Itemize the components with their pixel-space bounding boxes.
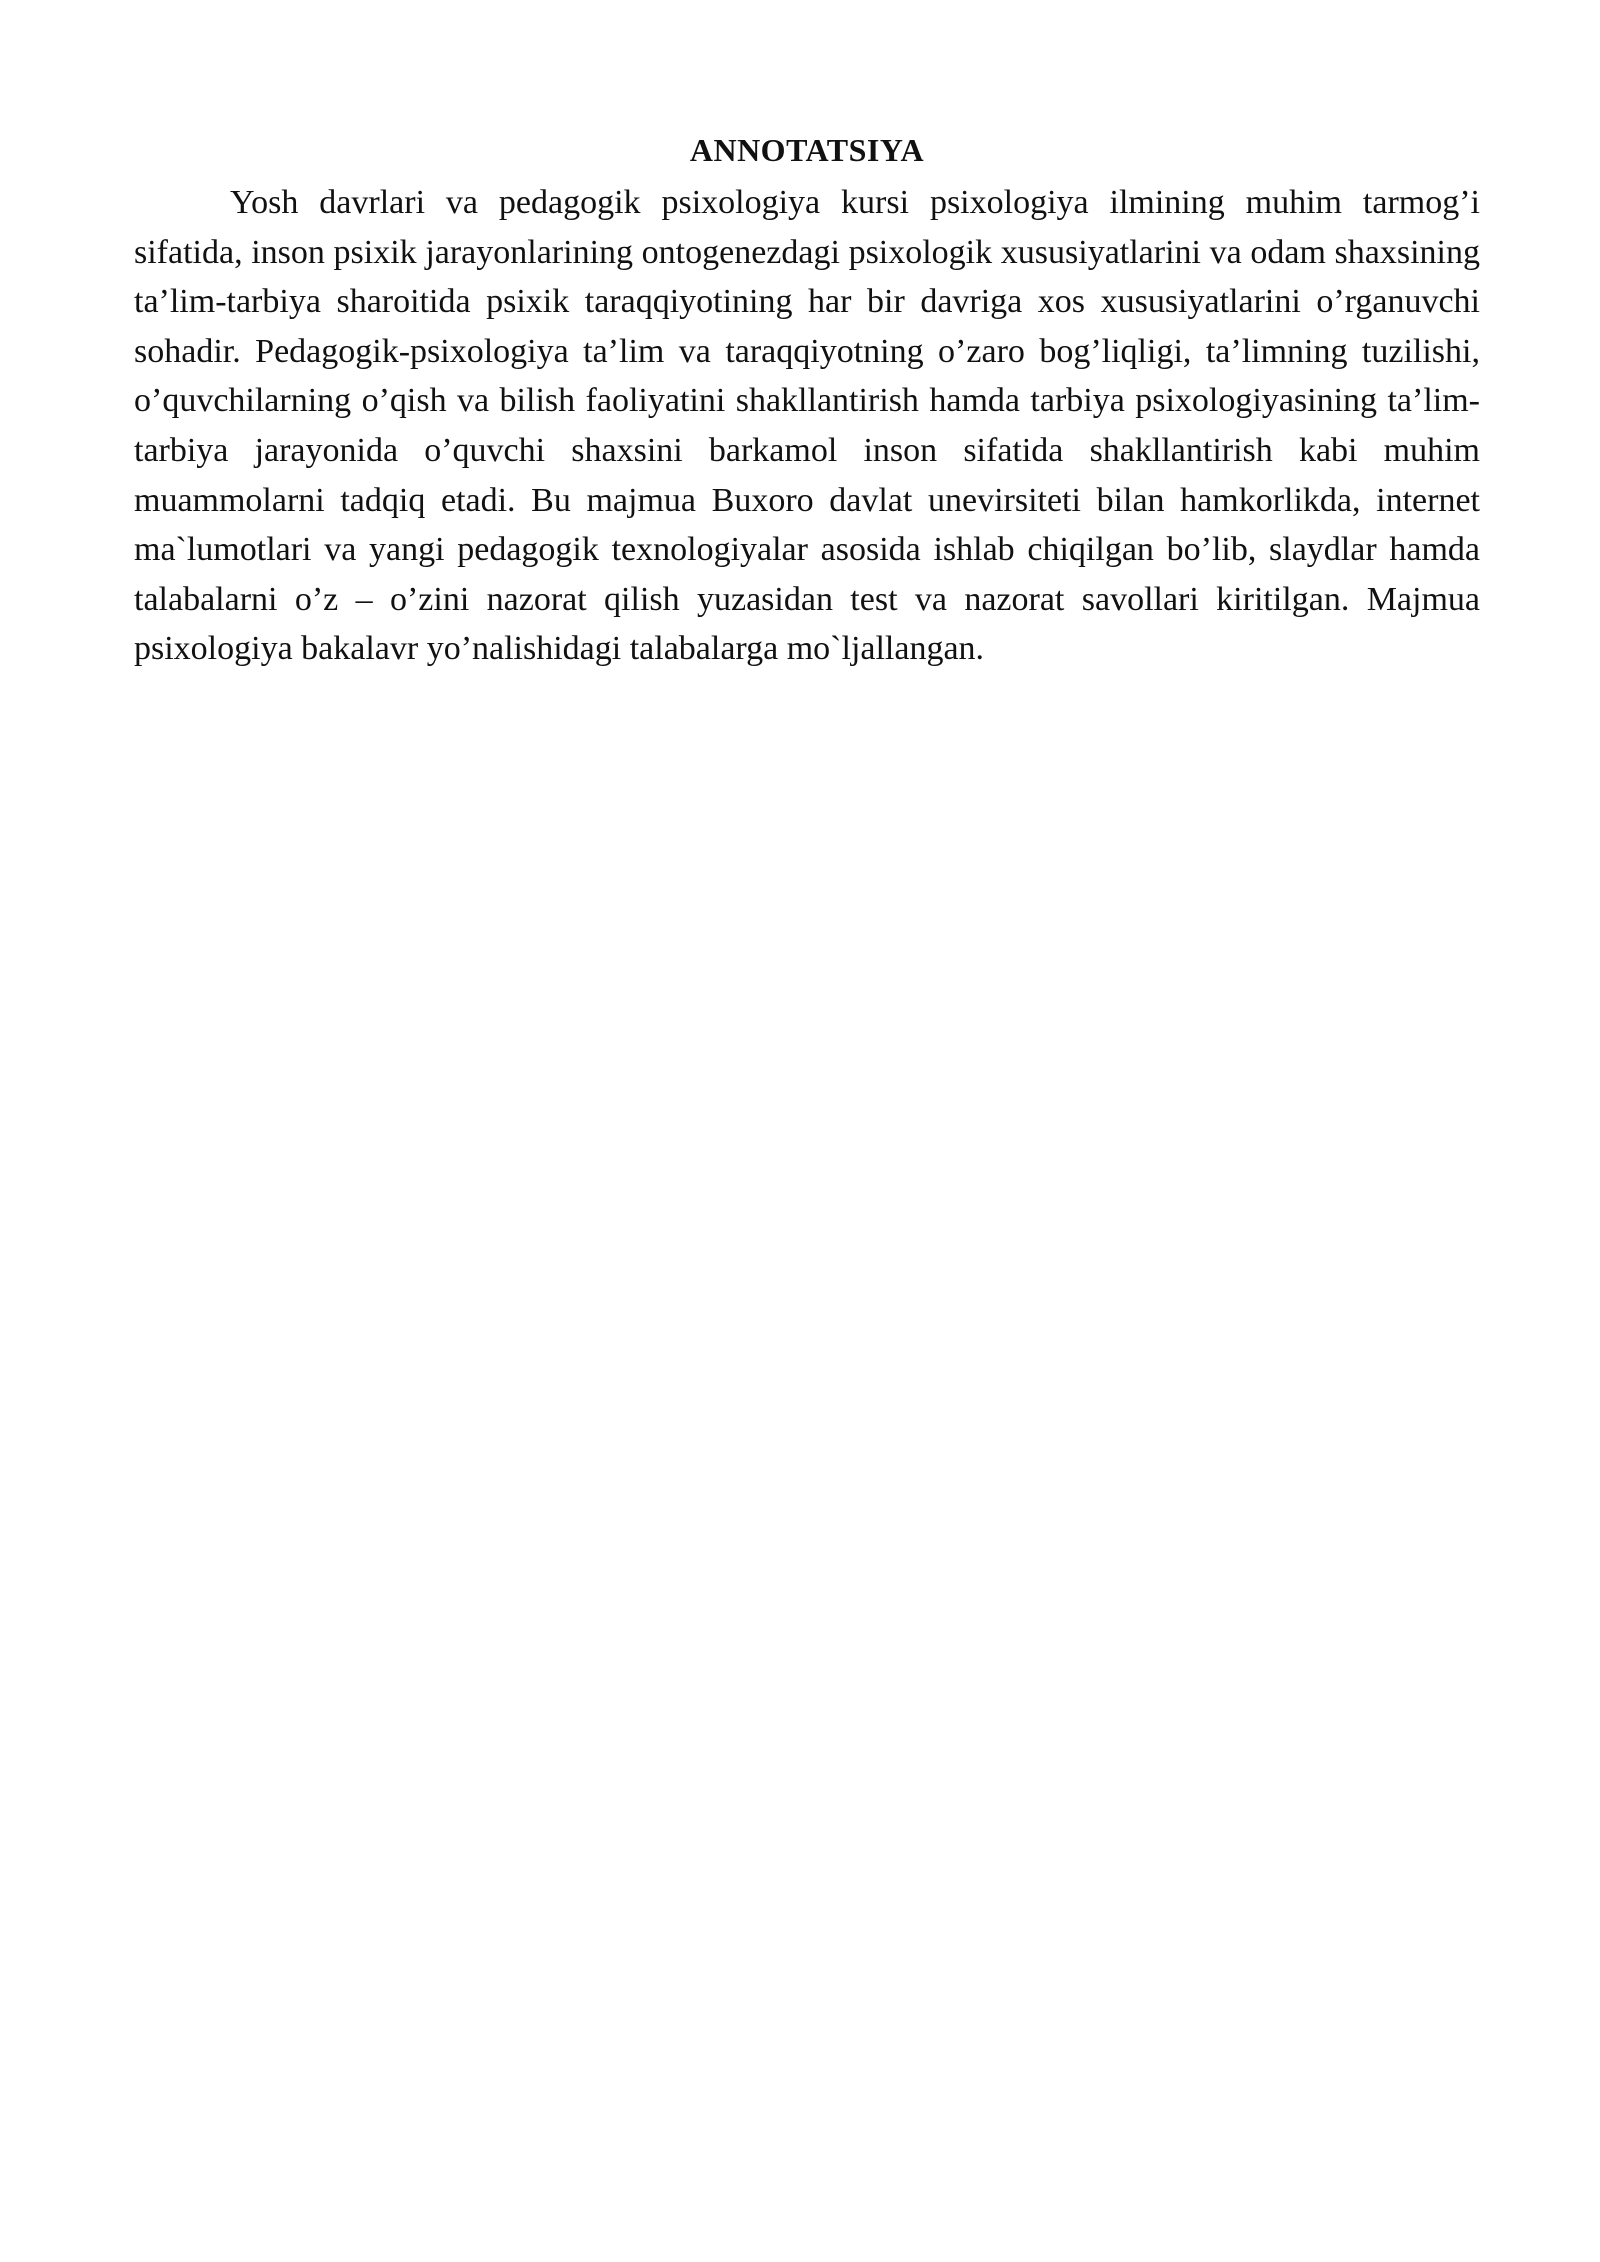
page-title: ANNOTATSIYA — [689, 132, 925, 168]
annotation-paragraph: Yosh davrlari va pedagogik psixologiya kursi psixologiya ilmining muhim tarmog’i sifatida, inson psixik jarayonlarining ontogenezdagi psixologik xususiyatlarini va odam shaxsining ta’lim-tarbiya sharoitida psixik taraqqiyotining har bir davriga xos xususiyatlarini o’rganuvchi sohadir. Pedagogik-psixologiya ta’lim va taraqqiyotning o’zaro bog’liqligi, ta’limning tuzilishi, o’quvchilarning o’qish va bilish faoliyatini shakllantirish hamda tarbiya psixologiyasining ta’lim-tarbiya jarayonida o’quvchi shaxsini barkamol inson sifatida shakllantirish kabi muhim muammolarni tadqiq etadi. Bu majmua Buxoro davlat unevirsiteti bilan hamkorlikda, internet ma`lumotlari va yangi pedagogik texnologiyalar asosida ishlab chiqilgan bo’lib, slaydlar hamda talabalarni o’z – o’zini nazorat qilish yuzasidan test va nazorat savollari kiritilgan. Majmua psixologiya bakalavr yo’nalishidagi talabalarga mo`ljallangan. — [134, 184, 1480, 668]
annotation-section — [134, 128, 1480, 674]
